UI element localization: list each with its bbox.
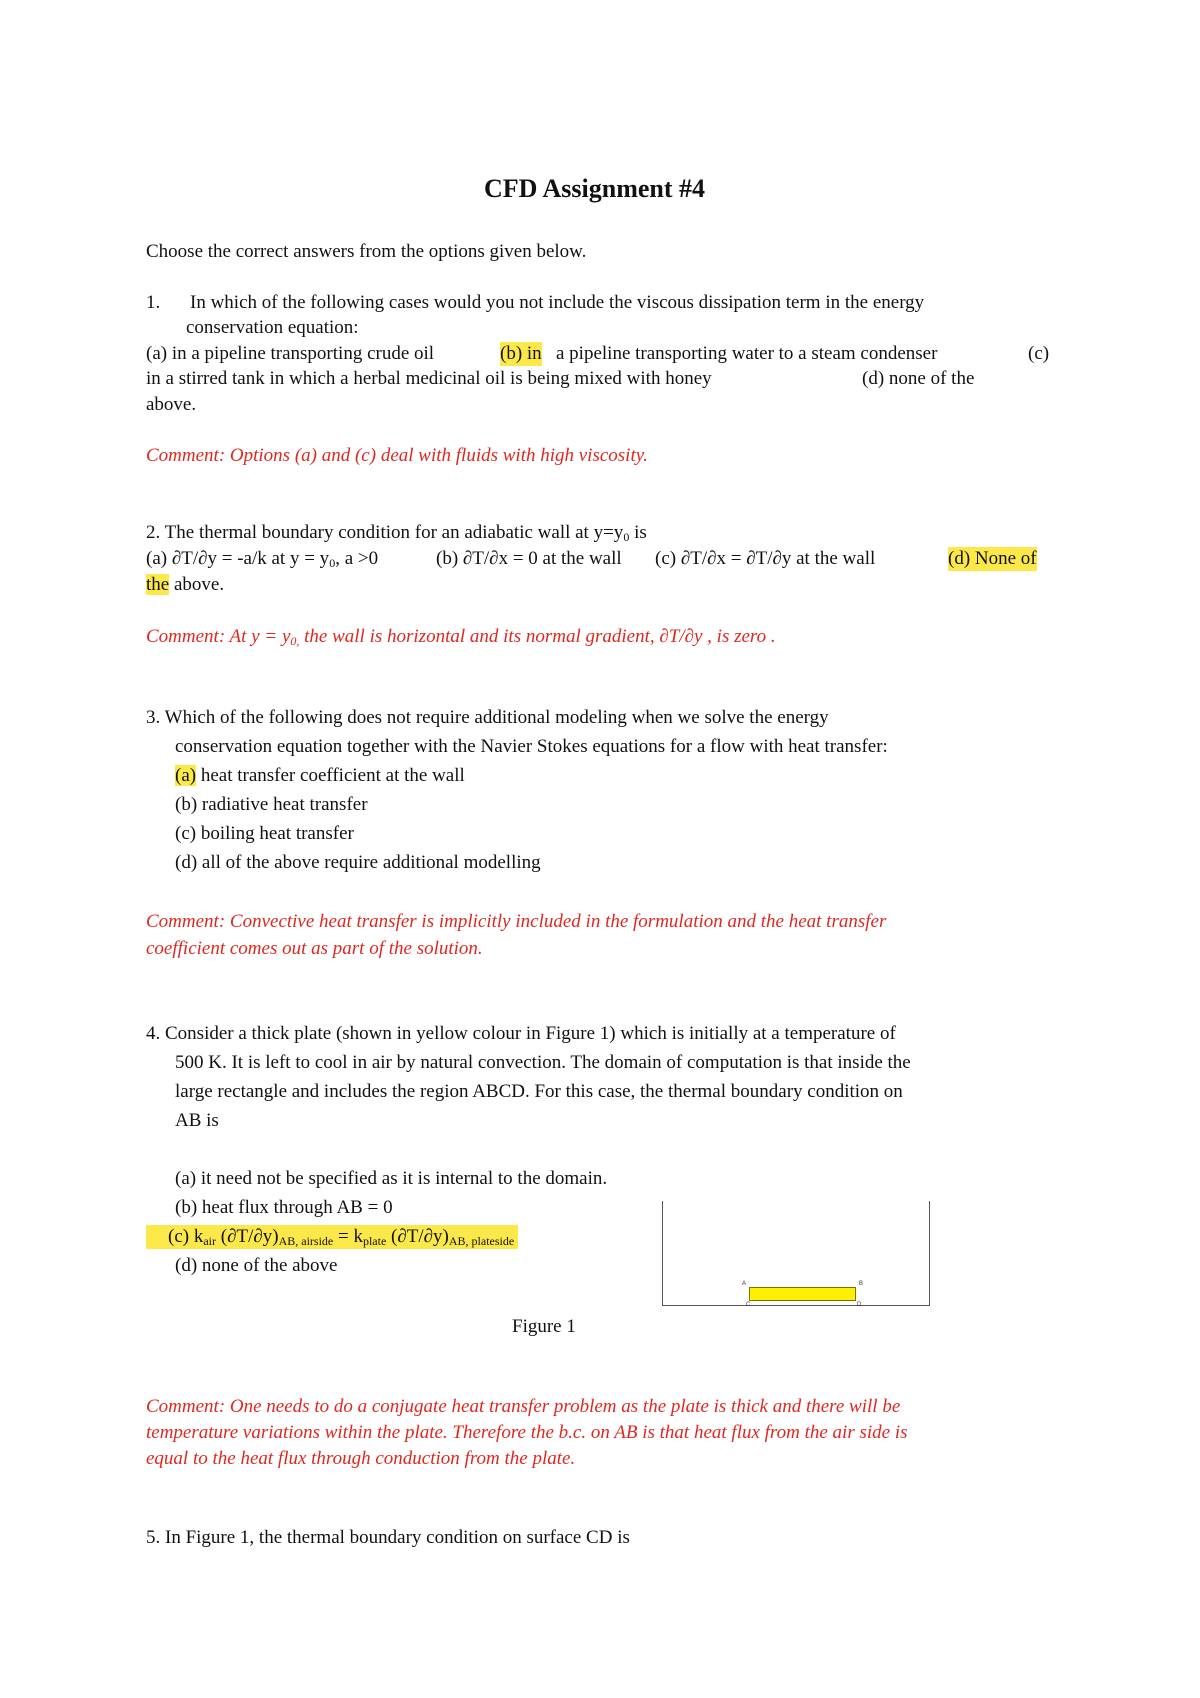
q4-option-d: (d) none of the above: [175, 1255, 338, 1276]
q3-option-c: (c) boiling heat transfer: [175, 823, 354, 844]
point-c-label: C: [746, 1302, 751, 1308]
q2-option-a: (a) ∂T/∂y = -a/k at $y = y_0$, a >0: [146, 548, 379, 570]
q3-option-d: (d) all of the above require additional modelling: [175, 852, 541, 873]
q4-option-c-highlighted: (c) $k_{air}$ $(\partial T/\partial y)_{AB, airside} = k_{plate}$ $(\partial T/\partial y)_{AB, plateside}$: [146, 1225, 518, 1249]
q1-option-d: (d) none of the: [862, 368, 975, 389]
q1-comment: Comment: Options (a) and (c) deal with fluids with high viscosity.: [146, 445, 648, 466]
point-d-label: D: [857, 1302, 862, 1308]
q2-option-b: (b) ∂T/∂x = 0 at the wall: [436, 548, 622, 569]
q3-comment-line1: Comment: Convective heat transfer is implicitly included in the formulation and the heat transfer: [146, 911, 887, 932]
q3-line2: conservation equation together with the Navier Stokes equations for a flow with heat transfer:: [175, 736, 888, 757]
q1-line4: in a stirred tank in which a herbal medicinal oil is being mixed with honey: [146, 368, 712, 389]
q2-option-d-continued: the above.: [146, 574, 225, 595]
q1-option-b-text: a pipeline transporting water to a steam condenser: [556, 343, 938, 364]
q1-option-c-label: (c): [1028, 343, 1050, 364]
q2-comment: Comment: At $y = y_{0,}$ the wall is horizontal and its normal gradient, ∂T/∂y , is zero .: [146, 626, 776, 648]
q2-option-d-highlighted: (d) None of: [948, 548, 1037, 569]
q5-line1: 5. In Figure 1, the thermal boundary condition on surface CD is: [146, 1527, 630, 1548]
q3-comment-line2: coefficient comes out as part of the solution.: [146, 938, 483, 959]
q3-option-b: (b) radiative heat transfer: [175, 794, 368, 815]
q3-option-a: (a) heat transfer coefficient at the wall: [175, 765, 465, 786]
q4-comment-line3: equal to the heat flux through conduction from the plate.: [146, 1448, 576, 1469]
q4-option-b: (b) heat flux through AB = 0: [175, 1197, 393, 1218]
q1-line2: conservation equation:: [186, 317, 359, 338]
q2-stem: 2. The thermal boundary condition for an adiabatic wall at $y=y_0$ is: [146, 522, 647, 544]
figure-1-caption: Figure 1: [512, 1316, 576, 1337]
figure-1-domain: [662, 1201, 930, 1306]
q4-line2: 500 K. It is left to cool in air by natural convection. The domain of computation is that inside the: [175, 1052, 911, 1073]
q4-comment-line1: Comment: One needs to do a conjugate heat transfer problem as the plate is thick and there will be: [146, 1396, 901, 1417]
q1-number: 1.: [146, 292, 161, 313]
instructions: Choose the correct answers from the options given below.: [146, 241, 587, 262]
q4-line4: AB is: [175, 1110, 219, 1131]
point-a-label: A: [742, 1281, 747, 1287]
q4-option-a: (a) it need not be specified as it is internal to the domain.: [175, 1168, 608, 1189]
q1-option-a: (a) in a pipeline transporting crude oil: [146, 343, 435, 364]
point-b-label: B: [859, 1281, 864, 1287]
q2-option-c: (c) ∂T/∂x = ∂T/∂y at the wall: [655, 548, 876, 569]
q1-line5: above.: [146, 394, 197, 415]
q4-comment-line2: temperature variations within the plate. Therefore the b.c. on AB is that heat flux from the air side is: [146, 1422, 908, 1443]
q1-line1: In which of the following cases would you not include the viscous dissipation term in the energy: [190, 292, 925, 313]
q1-option-b-highlighted: (b) in: [500, 343, 542, 364]
page-title: CFD Assignment #4: [484, 174, 706, 203]
figure-1-plate: [749, 1287, 856, 1301]
q4-line1: 4. Consider a thick plate (shown in yellow colour in Figure 1) which is initially at a temperature of: [146, 1023, 896, 1044]
q3-line1: 3. Which of the following does not require additional modeling when we solve the energy: [146, 707, 829, 728]
q4-line3: large rectangle and includes the region ABCD. For this case, the thermal boundary condition on: [175, 1081, 903, 1102]
